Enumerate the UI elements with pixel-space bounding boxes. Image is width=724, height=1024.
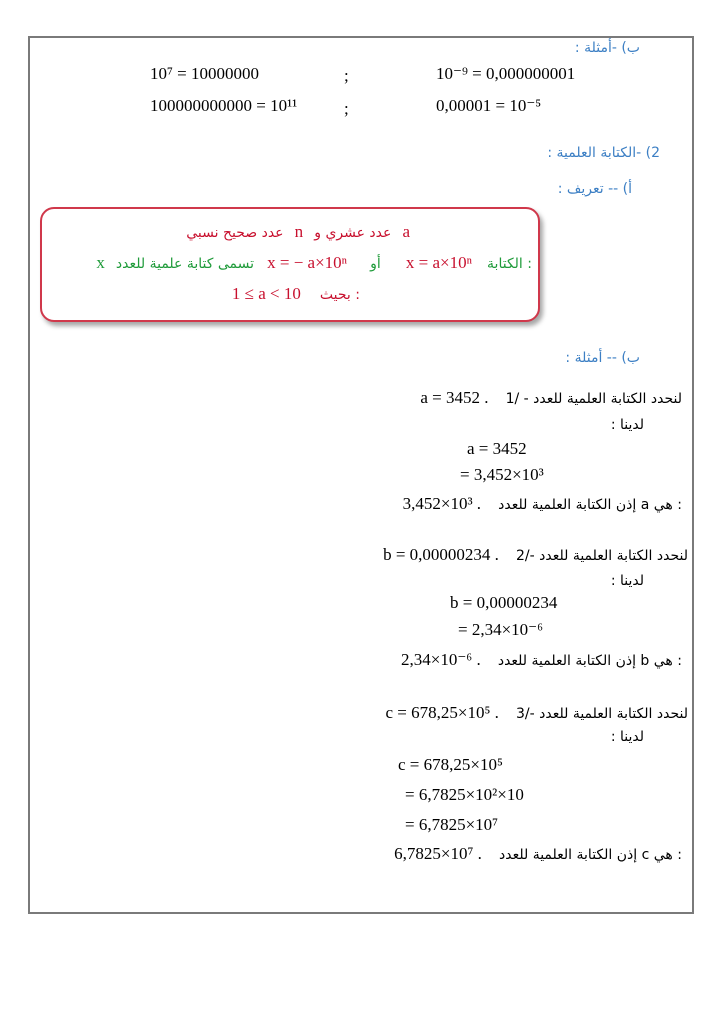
- example-2-conclusion: [401, 650, 682, 670]
- example-3-conclusion: [394, 844, 682, 864]
- example-2-number: b = 0,00000234 .: [383, 545, 499, 564]
- separator: ;: [344, 99, 349, 118]
- example-3-conclusion-text: إذن الكتابة العلمية للعدد c هي :: [499, 847, 682, 863]
- definition-text: تسمى كتابة علمية للعدد: [115, 256, 255, 272]
- example-3-step-1: c = 678,25×10⁵: [398, 755, 503, 774]
- example-2-text: 2/- لنحدد الكتابة العلمية للعدد: [516, 548, 688, 564]
- section-examples-title: ب) -- أمثلة :: [565, 350, 640, 366]
- section-scientific-notation-title: 2) -الكتابة العلمية :: [547, 145, 660, 161]
- example-1-step-2: = 3,452×10³: [460, 465, 544, 484]
- power-example-4: 0,00001 = 10⁻⁵: [436, 96, 542, 115]
- definition-line-2: [56, 253, 532, 273]
- example-2-we-have: لدينا :: [610, 573, 644, 589]
- example-1-number: a = 3452 .: [420, 388, 489, 407]
- example-3-step-2: = 6,7825×10²×10: [405, 785, 524, 804]
- example-3-we-have: لدينا :: [610, 729, 644, 745]
- example-1-step-1: a = 3452: [467, 439, 527, 458]
- definition-var-n: n: [294, 222, 304, 241]
- definition-formula-positive: x = a×10ⁿ: [405, 253, 472, 272]
- separator: ;: [344, 66, 349, 85]
- definition-text: عدد عشري و: [314, 225, 392, 241]
- definition-var-x: x: [96, 253, 105, 272]
- example-3-heading: [386, 703, 689, 723]
- example-3-number: c = 678,25×10⁵ .: [385, 703, 499, 722]
- example-3-step-3: = 6,7825×10⁷: [405, 815, 499, 834]
- example-2-step-2: = 2,34×10⁻⁶: [458, 620, 544, 639]
- example-3-result: 6,7825×10⁷ .: [394, 844, 482, 863]
- section-definition-title: أ) -- تعريف :: [557, 181, 632, 197]
- example-1-result: 3,452×10³ .: [402, 494, 482, 513]
- example-1-we-have: لدينا :: [610, 417, 644, 433]
- example-1-heading: [420, 388, 682, 408]
- power-example-1: 10⁷ = 10000000: [150, 64, 260, 83]
- section-examples-powers-title: ب) -أمثلة :: [574, 40, 640, 56]
- example-2-step-1: b = 0,00000234: [450, 593, 558, 612]
- definition-line-3: [180, 284, 360, 304]
- definition-text: عدد صحيح نسبي: [186, 225, 284, 241]
- example-3-text: 3/- لنحدد الكتابة العلمية للعدد: [516, 706, 688, 722]
- definition-var-a: a: [402, 222, 410, 241]
- example-2-conclusion-text: إذن الكتابة العلمية للعدد b هي :: [497, 653, 682, 669]
- definition-or: أو: [370, 256, 381, 272]
- power-example-3: 100000000000 = 10¹¹: [150, 96, 298, 115]
- example-1-conclusion-text: إذن الكتابة العلمية للعدد a هي :: [498, 497, 682, 513]
- definition-line-1: [170, 222, 410, 242]
- definition-label: الكتابة :: [487, 256, 532, 272]
- definition-condition: 1 ≤ a < 10: [231, 284, 301, 303]
- example-2-heading: [383, 545, 688, 565]
- definition-text: بحيث :: [319, 287, 360, 303]
- definition-formula-negative: x = − a×10ⁿ: [267, 253, 348, 272]
- example-2-result: 2,34×10⁻⁶ .: [400, 650, 481, 669]
- example-1-text: 1/ - لنحدد الكتابة العلمية للعدد: [505, 391, 682, 407]
- power-example-2: 10⁻⁹ = 0,000000001: [436, 64, 576, 83]
- example-1-conclusion: [403, 494, 682, 514]
- page-frame: [28, 36, 694, 914]
